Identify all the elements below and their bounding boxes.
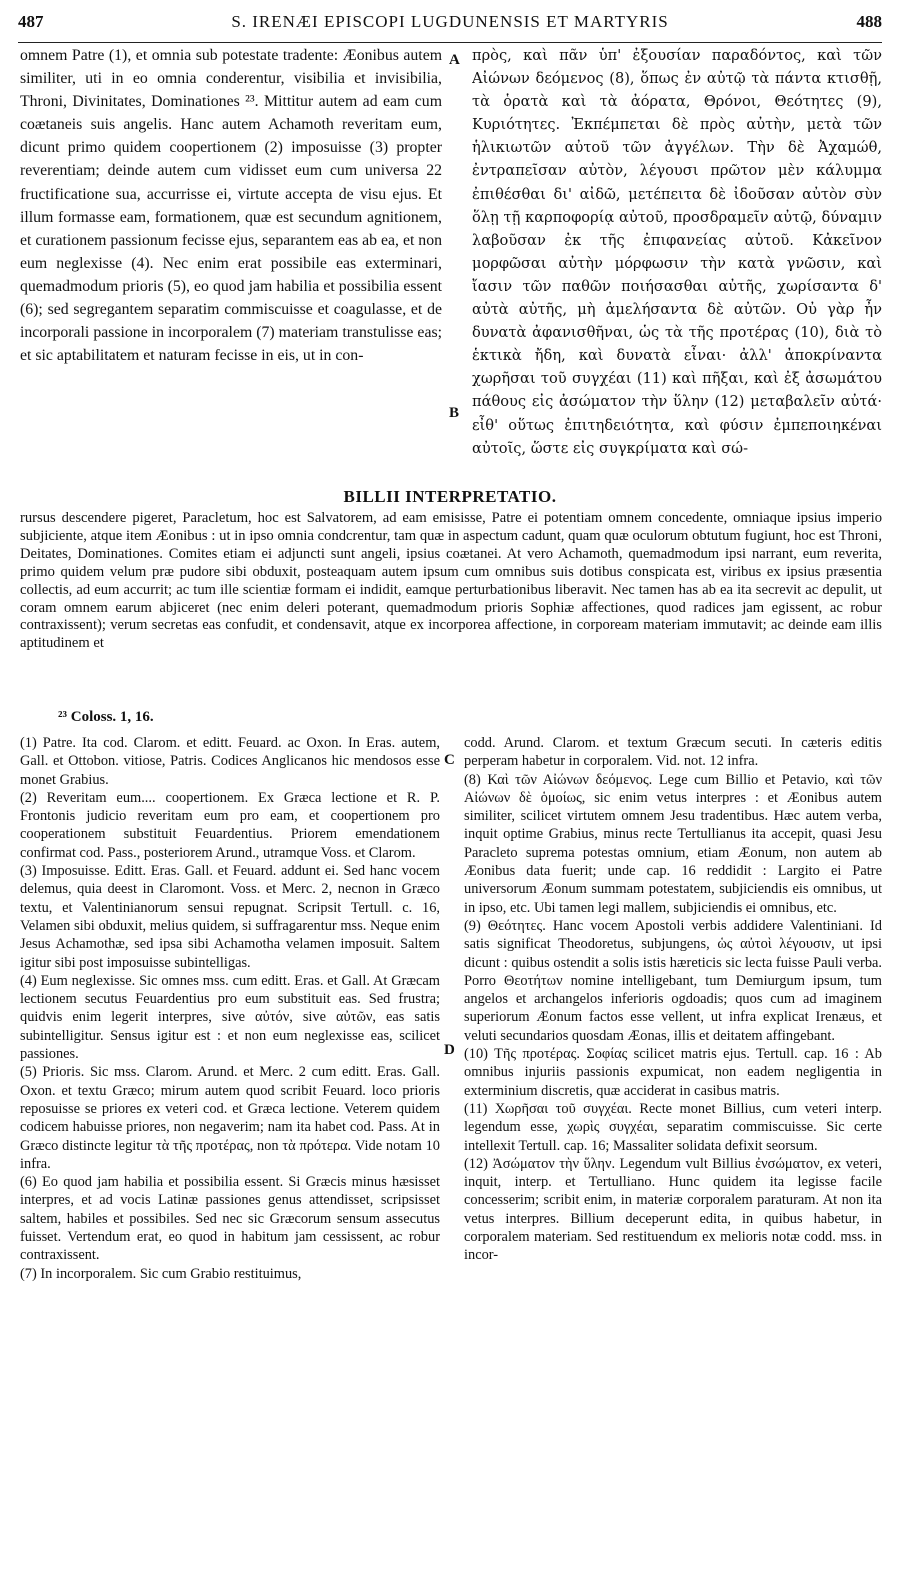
note-12: (12) Ἀσώματον τὴν ὕλην. Legendum vult Billius ἐνσώματον, ex veteri, inquit, interp. et Tertulliano. Hunc quidem ita legisse facile concesserim; scribit enim, in materiæ corporalem paraturam. At non ita vetus interpres. Billium deceperunt edita, in quibus habetur, in corporalem materiam. Sed restituendum ex melioris notæ codd. mss. in incor- — [464, 1155, 882, 1264]
greek-text: πρὸς, καὶ πᾶν ὑπ' ἐξουσίαν παραδόντος, καὶ τῶν Αἰώνων δεόμενος (8), ὅπως ἐν αὐτῷ τὰ πάντα κτισθῇ, τὰ ὁρατὰ καὶ τὰ ἀόρατα, Θρόνοι, Θεότητες (9), Κυριότητες. Ἐκπέμπεται δὲ πρὸς αὐτὴν, μετὰ τῶν ἡλικιωτῶν αὐτοῦ τῶν ἀγγέλων. Τὴν δὲ Ἀχαμώθ, ἐντραπεῖσαν αὐτὸν, λέγουσι πρῶτον μὲν κάλυμμα ἐπιθέσθαι δι' αἰδῶ, μετέπειτα δὲ ἰδοῦσαν αὐτὸν σὺν ὅλῃ τῇ καρποφορίᾳ αὐτοῦ, προσδραμεῖν αὐτῷ, δύναμιν λαβοῦσαν ἐκ τῆς ἐπιφανείας αὐτοῦ. Κἀκεῖνον μορφῶσαι αὐτὴν μόρφωσιν τὴν κατὰ γνῶσιν, καὶ ἴασιν τῶν παθῶν ποιήσασθαι αὐτῆς, χωρίσαντα δ' αὐτὰ αὐτῆς, μὴ ἀμελήσαντα δὲ αὐτῶν. Οὐ γὰρ ἦν δυνατὰ ἀφανισθῆναι, ὡς τὰ τῆς προτέρας (10), διὰ τὸ ἑκτικὰ ἤδη, καὶ δυνατὰ εἶναι· ἀλλ' ἀποκρίναντα χωρῆσαι τοῦ συγχέαι (11) καὶ πῆξαι, καὶ ἐξ ἀσωμάτου πάθους εἰς ἀσώματον τὴν ὕλην (12) μεταβαλεῖν αὐτά· εἶθ' οὕτως ἐπιτηδειότητα, καὶ φύσιν ἐμπεποιηκέναι αὐτοῖς, ὥστε εἰς συγκρίματα καὶ σώ- — [472, 47, 882, 457]
margin-marker-c: C — [444, 752, 455, 768]
billii-text: rursus descendere pigeret, Paracletum, hoc est Salvatorem, ad eam emisisse, Patre ei potentiam omnem concedente, omniaque ipsius imperio subjiciente, atque item Æonibus : ut in ipso omnia condcrentur, tam quæ in aspectum cadunt, quam quæ oculorum obtutum fugiunt, hoc est Throni, Deitates, Dominationes. Comites etiam ei adjuncti sunt angeli, ipsius coætanei. At vero Achamoth, quemadmodum ipsi narrant, eum reverita, primo quidem velum præ pudore sibi obduxit, posteaquam autem ipsum cum omnibus suis dotibus conspicata est, viribus ex ipsius præsentia collectis, ad eum accurrit; ac tum ille scientiæ formam ei indidit, eamque perturbationibus liberavit. Nec tamen has ab ea ita secrevit ac depulit, ut coram omnem earum abjiceret (nec enim deleri poterant, quemadmodum prioris Sophiæ affectiones, quod radices jam egissent, ac robur contraxissent); verum secretas eas confudit, et condensavit, atque ex incorporea affectione, in corpoream materiam immutavit; ac deinde eam illis aptitudinem et — [20, 510, 882, 652]
note-6: (6) Eo quod jam habilia et possibilia essent. Si Græcis minus hæsisset interpres, et ad vocis Latinæ passiones genus attendisset, scripsisset saltem, habiles et possibiles. Sed nec sic Græcorum sensum assecutus fuisset. Vertendum erat, eo quod in habitum jam cessissent, ac robur contraxissent. — [20, 1174, 440, 1264]
greek-text-column — [472, 44, 882, 460]
note-5: (5) Prioris. Sic mss. Clarom. Arund. et Merc. 2 cum editt. Eras. Gall. Oxon. et textu Græco; mirum autem quod scribit Feuard. loco prioris reposuisse se priores ex veteri cod. et Græca lectione. Veterem quidem codicem habuisse priores, non negaverim; nam ita habet cod. Pass. At in Græco distincte legitur τὰ τῆς προτέρας, non τὰ πρότερα. Vide notam 10 infra. — [20, 1064, 440, 1172]
footnote-reference: ²³ Coloss. 1, 16. — [58, 709, 154, 725]
margin-marker-a: A — [449, 52, 460, 68]
note-2: (2) Reveritam eum.... coopertionem. Ex Græca lectione et R. P. Frontonis judicio reveritam eum pro eam, et coopertionem pro cooperationem substituit Feuardentius. Priorem emendationem confirmat cod. Pass., posteriorem Arund., utramque Voss. et Clarom. — [20, 789, 440, 861]
note-10: (10) Τῆς προτέρας. Σοφίας scilicet matris ejus. Tertull. cap. 16 : Ab omnibus injuriis passionis expumicat, non eadem negligentia in exterminium discretis, quæ acciderat in casibus matris. — [464, 1046, 882, 1099]
latin-text: omnem Patre (1), et omnia sub potestate tradente: Æonibus autem similiter, uti in eo omnia conderentur, visibilia et invisibilia, Throni, Divinitates, Dominationes ²³. Mittitur autem ad eam cum coætaneis suis angelis. Hanc autem Achamoth reveritam eum, dicunt primo quidem coopertionem (2) imposuisse (3) propter reverentiam; deinde autem cum vidisset eum cum universa 22 fructificatione sua, accurrisse ei, virtute accepta de visu ejus. Et illum formasse eam, formationem, quæ est secundum agnitionem, et curationem passionum fecisse ejus, separantem eas ab ea, et non eum neglexisse (4). Nec enim erat possibile eas exterminari, quemadmodum prioris (5), eo quod jam habilia et possibilia essent (6); sed segregantem separatim commiscuisse et coagulasse, et de incorporali passione in incorporalem (7) materiam transtulisse eas; et sic aptabilitatem et naturam fecisse in eis, ut in con- — [20, 47, 442, 365]
running-header — [18, 12, 882, 43]
billii-heading: BILLII INTERPRETATIO. — [343, 487, 557, 506]
billii-interpretation — [20, 510, 882, 653]
margin-marker-d: D — [444, 1042, 455, 1058]
latin-text-column — [20, 44, 442, 367]
note-8: (8) Καὶ τῶν Αἰώνων δεόμενος. Lege cum Billio et Petavio, καὶ τῶν Αἰώνων δὲ ὁμοίως, sic enim vetus interpres : et Æonibus autem similiter, scilicet virtutem omnem Jesu tradentibus. Hæc autem verba, inquit optime Grabius, minus recte Tertullianus ita accepit, quasi Jesu Paracleto suprema potestas omnium, etiam Æonum, non autem ab Æonibus data fuerit; unde cap. 16 reddidit : Largito ei Patre universorum Æonum summam potestatem, subjiciendis eis omnibus, ut in ipso, etc. Ubi tamen legi mallem, subjiciendis ei omnibus, etc. — [464, 771, 882, 916]
notes-left-column — [20, 734, 440, 1283]
note-11: (11) Χωρῆσαι τοῦ συγχέαι. Recte monet Billius, cum veteri interp. legendum esse, χωρὶς συγχέαι, separatim commiscuisse. Sic certe intellexit Tertull. cap. 16; Massaliter solidata defixit seorsum. — [464, 1100, 882, 1154]
note-7: (7) In incorporalem. Sic cum Grabio restituimus, — [20, 1265, 302, 1282]
margin-marker-b: B — [449, 405, 460, 421]
running-title: S. IRENÆI EPISCOPI LUGDUNENSIS ET MARTYRIS — [231, 12, 669, 31]
notes-right-column — [464, 734, 882, 1265]
note-7-continued: codd. Arund. Clarom. et textum Græcum secuti. In cæteris editis perperam habetur in corporalem. Vid. not. 12 infra. — [464, 735, 882, 770]
page-number-left: 487 — [18, 12, 44, 31]
note-1: (1) Patre. Ita cod. Clarom. et editt. Feuard. ac Oxon. In Eras. autem, Gall. et Ottobon. vitiose, Patris. Codices Anglicanos hic mendosos esse monet Grabius. — [20, 735, 440, 788]
note-9: (9) Θεότητες. Hanc vocem Apostoli verbis addidere Valentiniani. Id satis significat Theodoretus, subjungens, ὡς αὐτοὶ λέγουσιν, ut ipsi dicunt : quibus ostendit a solis istis hæreticis sic lecta fuisse Pauli verba. Porro Θεοτήτων nomine intelligebant, tum Demiurgum ipsum, tum angelos et archangelos inferioris ogdoadis; quos cum ad imaginem superiorum Æonum factos esse vellent, ut infra explicat Irenæus, et veluti secundarios quosdam Æonas, illis et deitatem affingebant. — [464, 917, 882, 1044]
note-3: (3) Imposuisse. Editt. Eras. Gall. et Feuard. addunt ei. Sed hanc vocem delemus, quia deest in Claromont. Voss. et Merc. 2, necnon in Græco textu, et Valentinianorum sensui repugnat. Scripsit Tertull. c. 16, Velamen sibi obduxit, melius quidem, si suffragarentur mss. Neque enim Jesus Achamothæ, sed ipsa sibi Achamotha velamen imposuit. Saltem igitur sibi post imposuisse subintelligas. — [20, 863, 440, 971]
note-4: (4) Eum neglexisse. Sic omnes mss. cum editt. Eras. et Gall. At Græcam lectionem secutus Feuardentius pro eum substituit eas. Sed frustra; quidvis enim legerit interpres, sive αὐτόν, sive αὐτῶν, eas satis subintelligitur. Sensus igitur est : et non eum neglexisse eas, scilicet passiones. — [20, 972, 440, 1063]
page-number-right: 488 — [856, 12, 882, 31]
